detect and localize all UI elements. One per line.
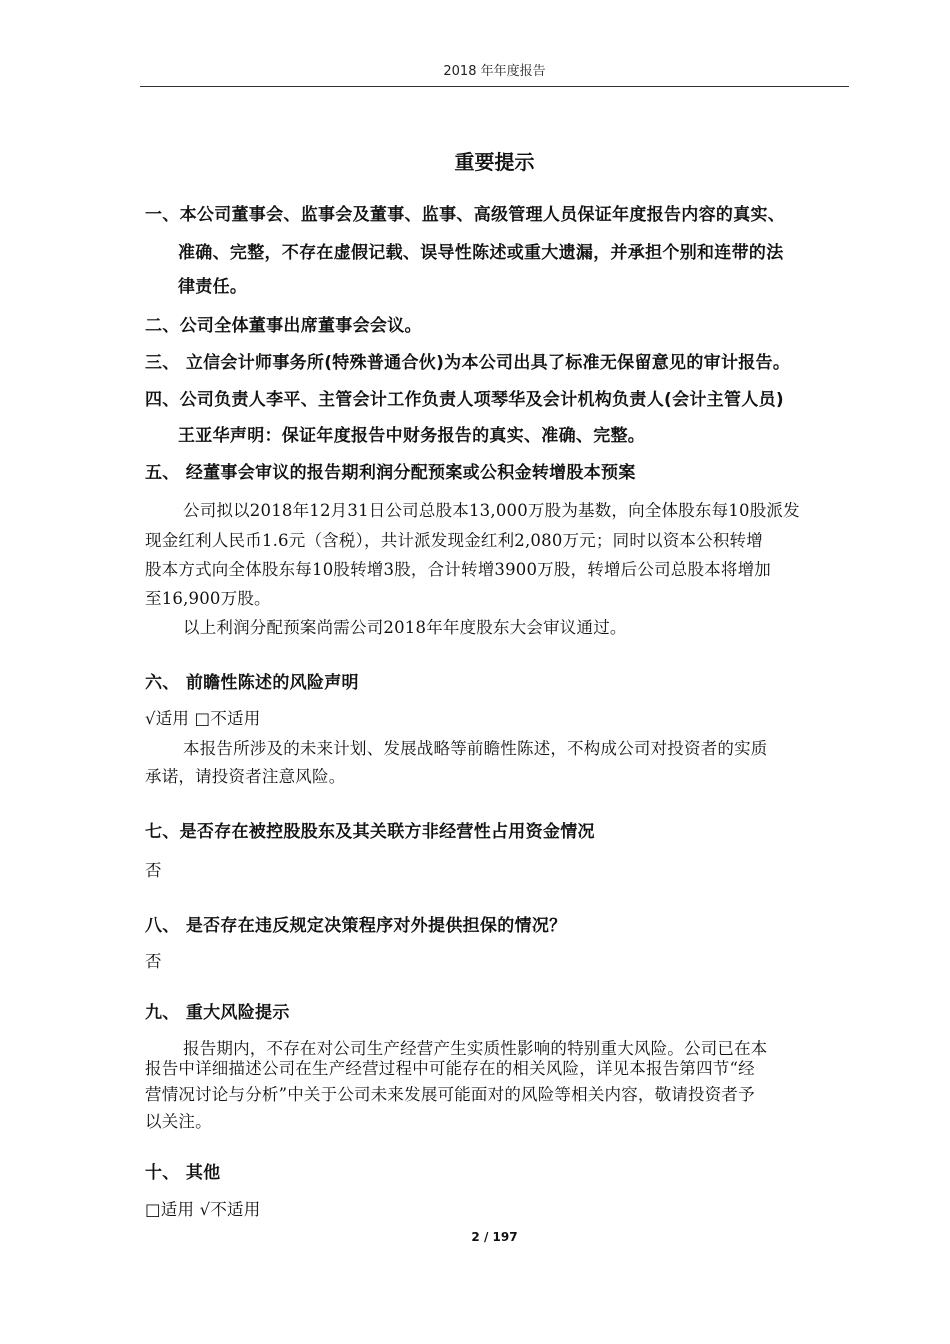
- item10-heading: 十、 其他: [145, 1163, 221, 1183]
- item5-p1-line3: 股本方式向全体股东每10股转增3股，合计转增3900万股，转增后公司总股本将增加: [145, 560, 771, 579]
- item6-option: √适用 □不适用: [145, 709, 261, 728]
- item1-line3: 律责任。: [178, 277, 248, 297]
- item6-p1-line2: 承诺，请投资者注意风险。: [145, 767, 346, 786]
- item4-line2: 王亚华声明：保证年度报告中财务报告的真实、准确、完整。: [178, 426, 646, 446]
- item9-p1-line4: 以关注。: [145, 1112, 212, 1131]
- item3: 三、 立信会计师事务所(特殊普通合伙)为本公司出具了标准无保留意见的审计报告。: [145, 353, 791, 373]
- item1-line1: 一、本公司董事会、监事会及董事、监事、高级管理人员保证年度报告内容的真实、: [145, 205, 786, 225]
- item7-heading: 七、是否存在被控股股东及其关联方非经营性占用资金情况: [145, 822, 595, 842]
- item6-p1-line1: 本报告所涉及的未来计划、发展战略等前瞻性陈述，不构成公司对投资者的实质: [183, 739, 768, 758]
- page-header: 2018 年年度报告: [443, 64, 546, 79]
- item2: 二、公司全体董事出席董事会会议。: [145, 316, 422, 336]
- item10-option: □适用 √不适用: [145, 1200, 261, 1219]
- item8-answer: 否: [145, 952, 162, 971]
- item9-p1-line3: 营情况讨论与分析”中关于公司未来发展可能面对的风险等相关内容，敬请投资者予: [145, 1085, 755, 1104]
- item9-p1-line1: 报告期内，不存在对公司生产经营产生实质性影响的特别重大风险。公司已在本: [183, 1039, 768, 1058]
- item7-answer: 否: [145, 861, 162, 880]
- item5-p1-line4: 至16,900万股。: [145, 589, 271, 608]
- item5-p1-line1: 公司拟以2018年12月31日公司总股本13,000万股为基数，向全体股东每10股派发: [183, 501, 800, 520]
- item5-p2: 以上利润分配预案尚需公司2018年年度股东大会审议通过。: [183, 618, 627, 637]
- item4-line1: 四、公司负责人李平、主管会计工作负责人项琴华及会计机构负责人(会计主管人员): [145, 390, 784, 410]
- item1-line2: 准确、完整，不存在虚假记载、误导性陈述或重大遗漏，并承担个别和连带的法: [178, 243, 784, 263]
- page-title: 重要提示: [454, 150, 535, 174]
- item6-heading: 六、 前瞻性陈述的风险声明: [145, 673, 359, 693]
- item8-heading: 八、 是否存在违反规定决策程序对外提供担保的情况？: [145, 916, 567, 936]
- item5-p1-line2: 现金红利人民币1.6元（含税），共计派发现金红利2,080万元；同时以资本公积转增: [145, 531, 763, 550]
- item5-heading: 五、 经董事会审议的报告期利润分配预案或公积金转增股本预案: [145, 463, 636, 483]
- item9-p1-line2: 报告中详细描述公司在生产经营过程中可能存在的相关风险，详见本报告第四节“经: [145, 1059, 755, 1078]
- page-number: 2 / 197: [471, 1230, 518, 1244]
- item9-heading: 九、 重大风险提示: [145, 1003, 290, 1023]
- header-divider: [140, 86, 849, 87]
